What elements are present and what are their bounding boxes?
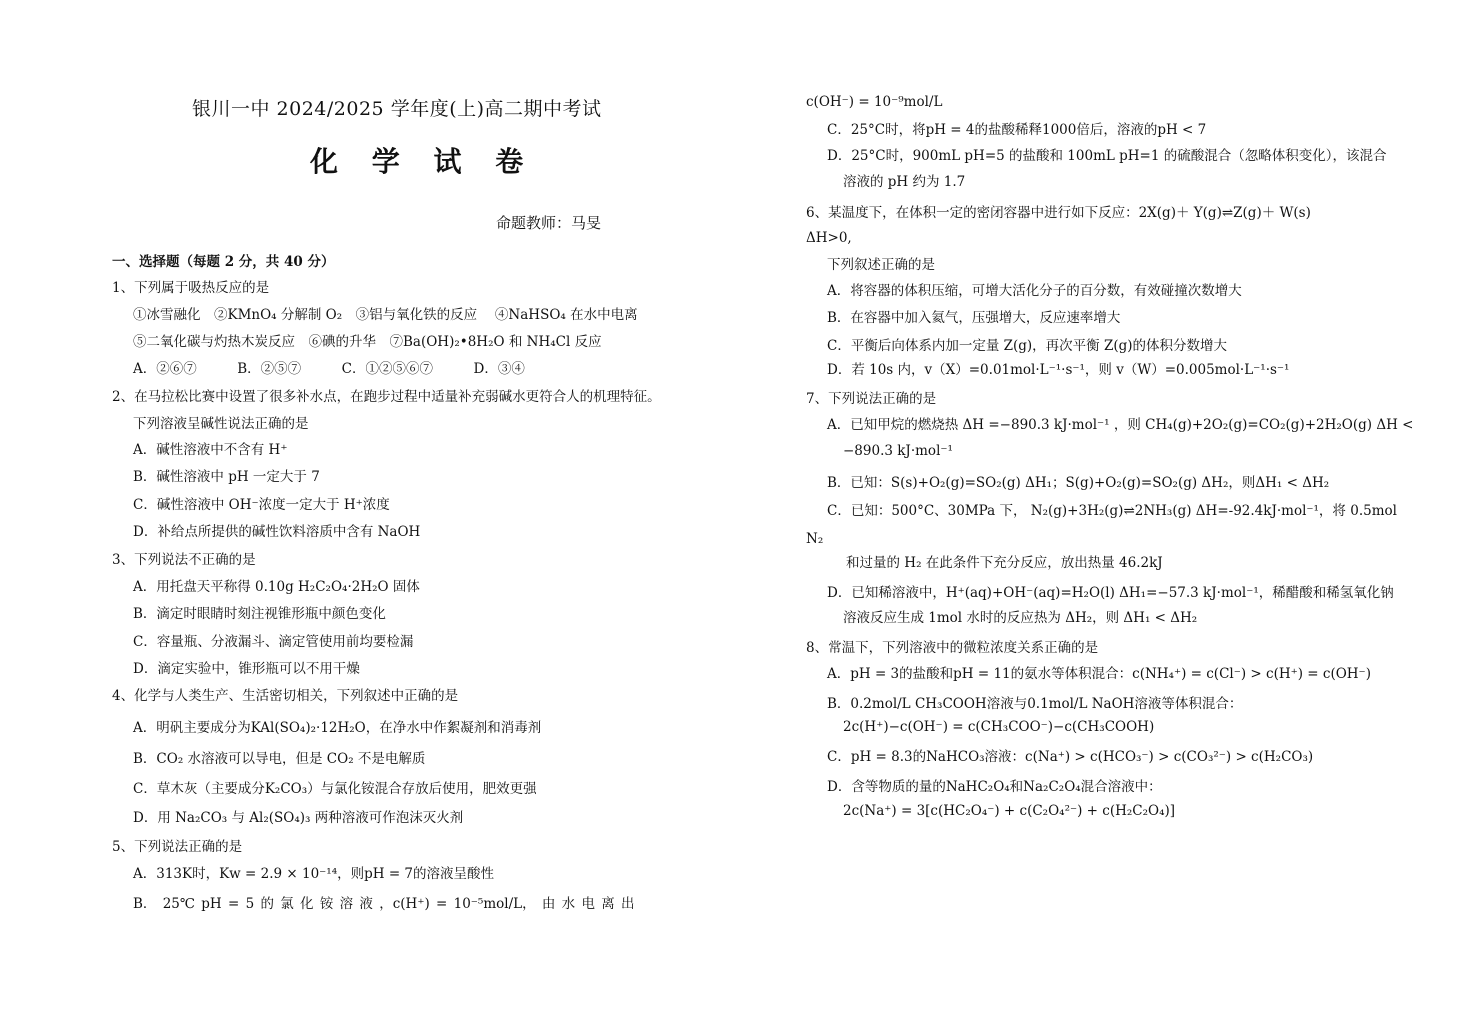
question-1-stem: 1、下列属于吸热反应的是 <box>112 280 270 296</box>
question-5-option-b-cont: c(OH⁻) = 10⁻⁹mol/L <box>806 94 943 110</box>
question-6-option-c: C．平衡后向体系内加一定量 Z(g)，再次平衡 Z(g)的体积分数增大 <box>827 338 1228 354</box>
question-7-option-d: D．已知稀溶液中，H⁺(aq)+OH⁻(aq)=H₂O(l) ΔH₁=−57.3 kJ·mol⁻¹，稀醋酸和稀氢氧化钠 <box>827 585 1394 601</box>
subject-title: 化 学 试 卷 <box>310 145 536 178</box>
question-7-option-c-cont2: 和过量的 H₂ 在此条件下充分反应，放出热量 46.2kJ <box>846 555 1163 571</box>
question-4-option-a: A．明矾主要成分为KAl(SO₄)₂·12H₂O，在净水中作絮凝剂和消毒剂 <box>133 720 542 736</box>
question-2-option-b: B．碱性溶液中 pH 一定大于 7 <box>133 469 320 485</box>
exam-title: 银川一中 2024/2025 学年度(上)高二期中考试 <box>192 98 602 120</box>
question-8-option-b: B．0.2mol/L CH₃COOH溶液与0.1mol/L NaOH溶液等体积混合： <box>827 696 1243 712</box>
question-7-option-c-cont: N₂ <box>806 531 824 547</box>
question-1-items-a: ①冰雪融化 ②KMnO₄ 分解制 O₂ ③铝与氧化铁的反应 ④NaHSO₄ 在水中电离 <box>133 307 638 323</box>
question-8-option-c: C．pH = 8.3的NaHCO₃溶液：c(Na⁺) > c(HCO₃⁻) > c(CO₃²⁻) > c(H₂CO₃) <box>827 749 1314 765</box>
question-6-option-b: B．在容器中加入氦气，压强增大，反应速率增大 <box>827 310 1121 326</box>
question-2-option-a: A．碱性溶液中不含有 H⁺ <box>133 442 288 458</box>
question-8-option-b-cont: 2c(H⁺)−c(OH⁻) = c(CH₃COO⁻)−c(CH₃COOH) <box>843 719 1155 735</box>
question-4-option-c: C．草木灰（主要成分K₂CO₃）与氯化铵混合存放后使用，肥效更强 <box>133 781 537 797</box>
question-1-options: A．②⑥⑦ B．②⑤⑦ C．①②⑤⑥⑦ D．③④ <box>133 361 525 377</box>
question-2-option-c: C．碱性溶液中 OH⁻浓度一定大于 H⁺浓度 <box>133 497 390 513</box>
question-3-option-b: B．滴定时眼睛时刻注视锥形瓶中颜色变化 <box>133 606 386 622</box>
question-4-option-d: D．用 Na₂CO₃ 与 Al₂(SO₄)₃ 两种溶液可作泡沫灭火剂 <box>133 810 464 826</box>
question-1-items-b: ⑤二氧化碳与灼热木炭反应 ⑥碘的升华 ⑦Ba(OH)₂•8H₂O 和 NH₄Cl 反应 <box>133 334 602 350</box>
question-7-stem: 7、下列说法正确的是 <box>806 391 937 407</box>
question-6-option-a: A．将容器的体积压缩，可增大活化分子的百分数，有效碰撞次数增大 <box>827 283 1242 299</box>
question-7-option-b: B．已知：S(s)+O₂(g)=SO₂(g) ΔH₁；S(g)+O₂(g)=SO₂(g) ΔH₂，则ΔH₁ < ΔH₂ <box>827 475 1330 491</box>
question-7-option-d-cont: 溶液反应生成 1mol 水时的反应热为 ΔH₂，则 ΔH₁ < ΔH₂ <box>843 610 1198 626</box>
question-6-option-d: D．若 10s 内，v（X）=0.01mol·L⁻¹·s⁻¹，则 v（W）=0.005mol·L⁻¹·s⁻¹ <box>827 362 1290 378</box>
question-5-option-d: D．25°C时，900mL pH=5 的盐酸和 100mL pH=1 的硫酸混合（忽略体积变化），该混合 <box>827 148 1387 164</box>
question-6-stem: 6、某温度下，在体积一定的密闭容器中进行如下反应：2X(g)＋ Y(g)⇌Z(g)＋ W(s) <box>806 205 1311 221</box>
question-8-option-d: D．含等物质的量的NaHC₂O₄和Na₂C₂O₄混合溶液中： <box>827 779 1162 795</box>
question-7-option-a-cont: −890.3 kJ·mol⁻¹ <box>843 443 953 459</box>
question-4-stem: 4、化学与人类生产、生活密切相关，下列叙述中正确的是 <box>112 688 459 704</box>
question-5-stem: 5、下列说法正确的是 <box>112 839 243 855</box>
question-7-option-c: C．已知：500°C、30MPa 下， N₂(g)+3H₂(g)⇌2NH₃(g) ΔH=-92.4kJ·mol⁻¹，将 0.5mol <box>827 503 1397 519</box>
question-3-stem: 3、下列说法不正确的是 <box>112 552 256 568</box>
question-2-stem: 2、在马拉松比赛中设置了很多补水点，在跑步过程中适量补充弱碱水更符合人的机理特征。 <box>112 389 661 405</box>
section-heading: 一、选择题（每题 2 分，共 40 分） <box>112 254 335 270</box>
question-5-option-b: B． 25℃ pH = 5 的 氯 化 铵 溶 液 ，c(H⁺) = 10⁻⁵mol/L， 由 水 电 离 出 <box>133 896 635 912</box>
question-7-option-a: A．已知甲烷的燃烧热 ΔH =−890.3 kJ·mol⁻¹ ，则 CH₄(g)+2O₂(g)=CO₂(g)+2H₂O(g) ΔH < <box>827 417 1414 433</box>
question-5-option-a: A．313K时，Kw = 2.9 × 10⁻¹⁴，则pH = 7的溶液呈酸性 <box>133 866 495 882</box>
question-8-option-a: A．pH = 3的盐酸和pH = 11的氨水等体积混合：c(NH₄⁺) = c(Cl⁻) > c(H⁺) = c(OH⁻) <box>827 666 1371 682</box>
teacher-line: 命题教师：马旻 <box>496 214 602 232</box>
question-3-option-a: A．用托盘天平称得 0.10g H₂C₂O₄·2H₂O 固体 <box>133 579 420 595</box>
question-2-prompt: 下列溶液呈碱性说法正确的是 <box>133 416 309 432</box>
question-3-option-c: C．容量瓶、分液漏斗、滴定管使用前均要检漏 <box>133 634 414 650</box>
question-5-option-d-cont: 溶液的 pH 约为 1.7 <box>843 174 966 190</box>
question-6-stem-cont: ΔH>0, <box>806 230 852 246</box>
question-6-prompt: 下列叙述正确的是 <box>827 257 935 273</box>
question-3-option-d: D．滴定实验中，锥形瓶可以不用干燥 <box>133 661 360 677</box>
question-4-option-b: B．CO₂ 水溶液可以导电，但是 CO₂ 不是电解质 <box>133 751 426 767</box>
question-8-option-d-cont: 2c(Na⁺) = 3[c(HC₂O₄⁻) + c(C₂O₄²⁻) + c(H₂C₂O₄)] <box>843 803 1176 819</box>
question-5-option-c: C．25°C时，将pH = 4的盐酸稀释1000倍后，溶液的pH < 7 <box>827 122 1207 138</box>
question-8-stem: 8、常温下，下列溶液中的微粒浓度关系正确的是 <box>806 640 1099 656</box>
question-2-option-d: D．补给点所提供的碱性饮料溶质中含有 NaOH <box>133 524 421 540</box>
